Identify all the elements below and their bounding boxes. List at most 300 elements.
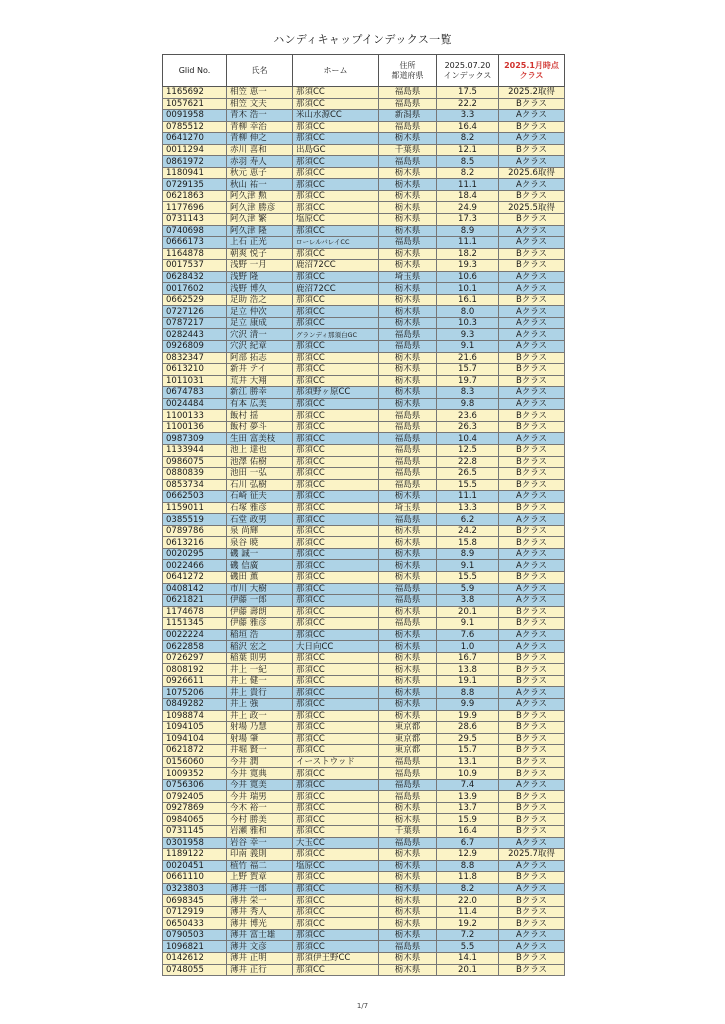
cell-home-club: 那須CC [293, 294, 379, 306]
cell-class: Bクラス [499, 375, 565, 387]
cell-home-club: 那須CC [293, 225, 379, 237]
cell-glid-no: 1094105 [163, 722, 227, 734]
col-header-prefecture: 住所 都道府県 [379, 55, 437, 87]
table-row [163, 364, 565, 376]
cell-index: 15.9 [437, 814, 499, 826]
table-body [163, 87, 565, 976]
cell-glid-no: 0927869 [163, 802, 227, 814]
cell-class: Bクラス [499, 260, 565, 272]
cell-name: 足立 康成 [227, 317, 293, 329]
cell-class: Bクラス [499, 537, 565, 549]
cell-glid-no: 0011294 [163, 144, 227, 156]
table-row [163, 260, 565, 272]
cell-glid-no: 0323803 [163, 883, 227, 895]
cell-prefecture: 福島県 [379, 410, 437, 422]
cell-glid-no: 0662529 [163, 294, 227, 306]
table-row [163, 895, 565, 907]
cell-glid-no: 1098874 [163, 710, 227, 722]
cell-prefecture: 栃木県 [379, 652, 437, 664]
cell-prefecture: 栃木県 [379, 387, 437, 399]
cell-home-club: 那須CC [293, 156, 379, 168]
table-header-row [163, 55, 565, 87]
cell-index: 19.3 [437, 260, 499, 272]
cell-prefecture: 栃木県 [379, 202, 437, 214]
cell-home-club: 那須CC [293, 468, 379, 480]
cell-class: Bクラス [499, 248, 565, 260]
cell-home-club: 那須CC [293, 883, 379, 895]
cell-class: Bクラス [499, 410, 565, 422]
cell-glid-no: 0861972 [163, 156, 227, 168]
cell-index: 7.6 [437, 629, 499, 641]
table-row [163, 745, 565, 757]
cell-index: 11.4 [437, 906, 499, 918]
cell-name: 相笠 文夫 [227, 98, 293, 110]
cell-index: 8.8 [437, 860, 499, 872]
cell-home-club: 那須CC [293, 652, 379, 664]
cell-prefecture: 栃木県 [379, 491, 437, 503]
table-row [163, 964, 565, 976]
cell-name: 阿部 拓志 [227, 352, 293, 364]
cell-home-club: 那須CC [293, 456, 379, 468]
table-row [163, 341, 565, 353]
cell-glid-no: 1057621 [163, 98, 227, 110]
table-row [163, 652, 565, 664]
cell-glid-no: 1180941 [163, 167, 227, 179]
cell-index: 10.3 [437, 317, 499, 329]
col-header-name: 氏名 [227, 55, 293, 87]
cell-name: 赤川 喜和 [227, 144, 293, 156]
table-row [163, 433, 565, 445]
cell-index: 13.3 [437, 502, 499, 514]
cell-name: 井上 健一 [227, 675, 293, 687]
cell-glid-no: 1100136 [163, 421, 227, 433]
cell-index: 15.7 [437, 745, 499, 757]
cell-name: 新井 テイ [227, 364, 293, 376]
cell-prefecture: 栃木県 [379, 306, 437, 318]
cell-name: 荒井 大翔 [227, 375, 293, 387]
cell-glid-no: 0880839 [163, 468, 227, 480]
cell-home-club: 那須CC [293, 779, 379, 791]
cell-home-club: 那須CC [293, 606, 379, 618]
cell-home-club: 那須CC [293, 537, 379, 549]
cell-home-club: 那須CC [293, 583, 379, 595]
cell-home-club: 那須CC [293, 849, 379, 861]
cell-class: Aクラス [499, 433, 565, 445]
cell-index: 23.6 [437, 410, 499, 422]
cell-class: Aクラス [499, 687, 565, 699]
table-row [163, 479, 565, 491]
cell-index: 20.1 [437, 964, 499, 976]
cell-prefecture: 栃木県 [379, 953, 437, 965]
cell-class: Bクラス [499, 190, 565, 202]
cell-name: 薄井 秀人 [227, 906, 293, 918]
cell-glid-no: 0984065 [163, 814, 227, 826]
table-row [163, 560, 565, 572]
cell-class: Aクラス [499, 329, 565, 341]
cell-glid-no: 0408142 [163, 583, 227, 595]
table-row [163, 779, 565, 791]
cell-glid-no: 0017602 [163, 283, 227, 295]
cell-index: 22.2 [437, 98, 499, 110]
cell-glid-no: 0726297 [163, 652, 227, 664]
table-row [163, 190, 565, 202]
cell-prefecture: 栃木県 [379, 883, 437, 895]
table-row [163, 387, 565, 399]
cell-home-club: 那須CC [293, 560, 379, 572]
cell-prefecture: 栃木県 [379, 167, 437, 179]
cell-class: Bクラス [499, 352, 565, 364]
table-row [163, 329, 565, 341]
cell-class: Aクラス [499, 583, 565, 595]
cell-prefecture: 栃木県 [379, 872, 437, 884]
cell-index: 17.3 [437, 214, 499, 226]
cell-prefecture: 福島県 [379, 468, 437, 480]
cell-home-club: 大日向CC [293, 641, 379, 653]
cell-glid-no: 0020295 [163, 548, 227, 560]
cell-class: Aクラス [499, 929, 565, 941]
table-row [163, 698, 565, 710]
cell-prefecture: 栃木県 [379, 606, 437, 618]
cell-name: 阿久津 勝彦 [227, 202, 293, 214]
cell-glid-no: 1133944 [163, 444, 227, 456]
cell-class: Aクラス [499, 698, 565, 710]
cell-class: Bクラス [499, 791, 565, 803]
cell-index: 15.8 [437, 537, 499, 549]
cell-glid-no: 0832347 [163, 352, 227, 364]
cell-class: Bクラス [499, 364, 565, 376]
cell-index: 11.1 [437, 179, 499, 191]
cell-name: 磯 信廣 [227, 560, 293, 572]
cell-glid-no: 0987309 [163, 433, 227, 445]
table-row [163, 756, 565, 768]
table-row [163, 133, 565, 145]
cell-name: 足助 浩之 [227, 294, 293, 306]
cell-class: Aクラス [499, 283, 565, 295]
cell-index: 5.9 [437, 583, 499, 595]
cell-home-club: ローレルバレイCC [293, 237, 379, 249]
cell-index: 16.4 [437, 121, 499, 133]
cell-glid-no: 0613216 [163, 537, 227, 549]
cell-glid-no: 0301958 [163, 837, 227, 849]
cell-index: 19.2 [437, 918, 499, 930]
cell-prefecture: 栃木県 [379, 133, 437, 145]
cell-prefecture: 栃木県 [379, 398, 437, 410]
cell-name: 岩瀬 雅和 [227, 826, 293, 838]
cell-name: 薄井 一郎 [227, 883, 293, 895]
table-row [163, 814, 565, 826]
cell-class: Aクラス [499, 491, 565, 503]
cell-name: 浅野 博久 [227, 283, 293, 295]
cell-prefecture: 埼玉県 [379, 502, 437, 514]
cell-index: 7.4 [437, 779, 499, 791]
cell-glid-no: 1164878 [163, 248, 227, 260]
cell-prefecture: 千葉県 [379, 826, 437, 838]
cell-index: 8.2 [437, 883, 499, 895]
cell-home-club: 那須CC [293, 698, 379, 710]
cell-glid-no: 0789786 [163, 525, 227, 537]
cell-name: 泉 尚輝 [227, 525, 293, 537]
cell-name: 稲葉 則男 [227, 652, 293, 664]
cell-index: 8.5 [437, 156, 499, 168]
cell-prefecture: 栃木県 [379, 964, 437, 976]
cell-class: Aクラス [499, 398, 565, 410]
table-row [163, 202, 565, 214]
cell-home-club: 那須CC [293, 629, 379, 641]
cell-home-club: 那須CC [293, 791, 379, 803]
cell-index: 10.9 [437, 768, 499, 780]
table-row [163, 849, 565, 861]
cell-prefecture: 福島県 [379, 941, 437, 953]
cell-glid-no: 1011031 [163, 375, 227, 387]
cell-glid-no: 0650433 [163, 918, 227, 930]
col-header-class: 2025.1月時点 クラス [499, 55, 565, 87]
cell-name: 池澤 佑樹 [227, 456, 293, 468]
table-row [163, 167, 565, 179]
table-row [163, 468, 565, 480]
cell-index: 12.9 [437, 849, 499, 861]
cell-home-club: 那須CC [293, 502, 379, 514]
cell-class: Aクラス [499, 860, 565, 872]
cell-home-club: 出島GC [293, 144, 379, 156]
cell-name: 新江 勝幸 [227, 387, 293, 399]
cell-name: 稲沢 宏之 [227, 641, 293, 653]
cell-name: 青柳 伸之 [227, 133, 293, 145]
cell-index: 13.9 [437, 791, 499, 803]
cell-class: Aクラス [499, 779, 565, 791]
cell-glid-no: 1165692 [163, 87, 227, 99]
table-row [163, 675, 565, 687]
cell-glid-no: 0926611 [163, 675, 227, 687]
table-row [163, 537, 565, 549]
cell-class: Aクラス [499, 883, 565, 895]
cell-name: 市川 大樹 [227, 583, 293, 595]
cell-prefecture: 栃木県 [379, 629, 437, 641]
cell-class: Aクラス [499, 317, 565, 329]
cell-class: Aクラス [499, 514, 565, 526]
cell-class: Bクラス [499, 872, 565, 884]
cell-index: 9.1 [437, 560, 499, 572]
cell-name: 伊藤 一郎 [227, 595, 293, 607]
cell-name: 井上 政一 [227, 710, 293, 722]
cell-glid-no: 0666173 [163, 237, 227, 249]
cell-name: 石崎 征夫 [227, 491, 293, 503]
cell-class: Bクラス [499, 768, 565, 780]
cell-name: 秋元 恵子 [227, 167, 293, 179]
cell-home-club: 那須CC [293, 433, 379, 445]
table-row [163, 548, 565, 560]
cell-home-club: 那須CC [293, 179, 379, 191]
table-row [163, 629, 565, 641]
cell-index: 3.3 [437, 110, 499, 122]
cell-index: 11.8 [437, 872, 499, 884]
cell-index: 19.9 [437, 710, 499, 722]
col-header-gid: Glid No. [163, 55, 227, 87]
cell-class: Bクラス [499, 745, 565, 757]
cell-index: 8.9 [437, 225, 499, 237]
page-title: ハンディキャップインデックス一覧 [273, 33, 452, 46]
cell-name: 浅野 隆 [227, 271, 293, 283]
cell-name: 薄井 正明 [227, 953, 293, 965]
cell-class: Aクラス [499, 548, 565, 560]
cell-index: 1.0 [437, 641, 499, 653]
cell-glid-no: 0662503 [163, 491, 227, 503]
cell-glid-no: 1189122 [163, 849, 227, 861]
cell-prefecture: 福島県 [379, 87, 437, 99]
table-row [163, 98, 565, 110]
cell-name: 上石 正光 [227, 237, 293, 249]
table-row [163, 375, 565, 387]
table-row [163, 283, 565, 295]
cell-home-club: 那須CC [293, 814, 379, 826]
cell-home-club: 那須CC [293, 687, 379, 699]
cell-glid-no: 1100133 [163, 410, 227, 422]
cell-index: 18.4 [437, 190, 499, 202]
cell-name: 印南 義則 [227, 849, 293, 861]
cell-name: 岩谷 幸一 [227, 837, 293, 849]
cell-prefecture: 栃木県 [379, 294, 437, 306]
cell-index: 15.5 [437, 479, 499, 491]
cell-glid-no: 0621863 [163, 190, 227, 202]
table-row [163, 606, 565, 618]
cell-glid-no: 0385519 [163, 514, 227, 526]
cell-home-club: 那須CC [293, 525, 379, 537]
cell-prefecture: 栃木県 [379, 352, 437, 364]
table-row [163, 872, 565, 884]
cell-home-club: 那須CC [293, 410, 379, 422]
cell-class: Aクラス [499, 341, 565, 353]
cell-glid-no: 0020451 [163, 860, 227, 872]
table-row [163, 837, 565, 849]
cell-glid-no: 0787217 [163, 317, 227, 329]
cell-prefecture: 福島県 [379, 121, 437, 133]
cell-name: 薄井 文彦 [227, 941, 293, 953]
cell-home-club: 那須CC [293, 364, 379, 376]
cell-home-club: 那須CC [293, 548, 379, 560]
cell-index: 9.9 [437, 698, 499, 710]
cell-name: 井上 貴行 [227, 687, 293, 699]
cell-home-club: 那須CC [293, 745, 379, 757]
cell-index: 18.2 [437, 248, 499, 260]
cell-name: 青木 浩一 [227, 110, 293, 122]
cell-home-club: 那須CC [293, 675, 379, 687]
cell-prefecture: 福島県 [379, 768, 437, 780]
cell-prefecture: 栃木県 [379, 548, 437, 560]
cell-home-club: 那須CC [293, 248, 379, 260]
cell-class: Bクラス [499, 652, 565, 664]
cell-class: 2025.6取得 [499, 167, 565, 179]
cell-class: Aクラス [499, 641, 565, 653]
cell-name: 阿久津 隆 [227, 225, 293, 237]
cell-home-club: 那須CC [293, 595, 379, 607]
cell-name: 今井 瑞男 [227, 791, 293, 803]
cell-glid-no: 0674783 [163, 387, 227, 399]
cell-glid-no: 1096821 [163, 941, 227, 953]
cell-prefecture: 千葉県 [379, 144, 437, 156]
cell-prefecture: 福島県 [379, 595, 437, 607]
cell-class: Bクラス [499, 571, 565, 583]
cell-glid-no: 0727126 [163, 306, 227, 318]
cell-class: Bクラス [499, 802, 565, 814]
cell-class: Bクラス [499, 444, 565, 456]
cell-prefecture: 栃木県 [379, 571, 437, 583]
cell-class: Bクラス [499, 733, 565, 745]
handicap-table [162, 54, 565, 976]
cell-prefecture: 栃木県 [379, 814, 437, 826]
cell-home-club: 那須CC [293, 133, 379, 145]
cell-home-club: 那須CC [293, 121, 379, 133]
cell-class: Bクラス [499, 502, 565, 514]
cell-glid-no: 1177696 [163, 202, 227, 214]
cell-prefecture: 栃木県 [379, 179, 437, 191]
cell-home-club: 那須伊王野CC [293, 953, 379, 965]
cell-prefecture: 福島県 [379, 98, 437, 110]
cell-class: Aクラス [499, 271, 565, 283]
cell-class: Bクラス [499, 918, 565, 930]
cell-class: Bクラス [499, 964, 565, 976]
cell-prefecture: 福島県 [379, 444, 437, 456]
table-row [163, 421, 565, 433]
cell-prefecture: 栃木県 [379, 675, 437, 687]
cell-index: 8.2 [437, 133, 499, 145]
cell-prefecture: 栃木県 [379, 698, 437, 710]
cell-index: 13.7 [437, 802, 499, 814]
cell-name: 相笠 恵一 [227, 87, 293, 99]
cell-home-club: 那須CC [293, 341, 379, 353]
cell-class: Aクラス [499, 560, 565, 572]
cell-prefecture: 栃木県 [379, 802, 437, 814]
cell-prefecture: 栃木県 [379, 364, 437, 376]
cell-prefecture: 栃木県 [379, 664, 437, 676]
cell-index: 6.7 [437, 837, 499, 849]
cell-home-club: 那須CC [293, 98, 379, 110]
cell-glid-no: 0729135 [163, 179, 227, 191]
cell-home-club: 那須CC [293, 352, 379, 364]
cell-home-club: 那須CC [293, 964, 379, 976]
cell-glid-no: 0731143 [163, 214, 227, 226]
cell-prefecture: 福島県 [379, 779, 437, 791]
table-row [163, 294, 565, 306]
cell-prefecture: 福島県 [379, 456, 437, 468]
cell-class: Bクラス [499, 906, 565, 918]
table-row [163, 595, 565, 607]
cell-prefecture: 福島県 [379, 329, 437, 341]
cell-glid-no: 1159011 [163, 502, 227, 514]
cell-class: Bクラス [499, 814, 565, 826]
cell-name: 池田 一弘 [227, 468, 293, 480]
cell-index: 24.9 [437, 202, 499, 214]
cell-prefecture: 福島県 [379, 421, 437, 433]
cell-prefecture: 栃木県 [379, 906, 437, 918]
cell-index: 10.1 [437, 283, 499, 295]
cell-home-club: 那須CC [293, 271, 379, 283]
table-row [163, 525, 565, 537]
cell-index: 29.5 [437, 733, 499, 745]
cell-class: Bクラス [499, 421, 565, 433]
cell-index: 15.7 [437, 364, 499, 376]
cell-glid-no: 1009352 [163, 768, 227, 780]
cell-name: 浅野 一月 [227, 260, 293, 272]
cell-name: 足立 仲次 [227, 306, 293, 318]
cell-class: 2025.2取得 [499, 87, 565, 99]
cell-class: Bクラス [499, 456, 565, 468]
cell-prefecture: 栃木県 [379, 375, 437, 387]
cell-name: 今井 潤 [227, 756, 293, 768]
cell-index: 7.2 [437, 929, 499, 941]
cell-prefecture: 栃木県 [379, 860, 437, 872]
table-row [163, 929, 565, 941]
cell-name: 今村 勝美 [227, 814, 293, 826]
cell-home-club: 那須CC [293, 317, 379, 329]
